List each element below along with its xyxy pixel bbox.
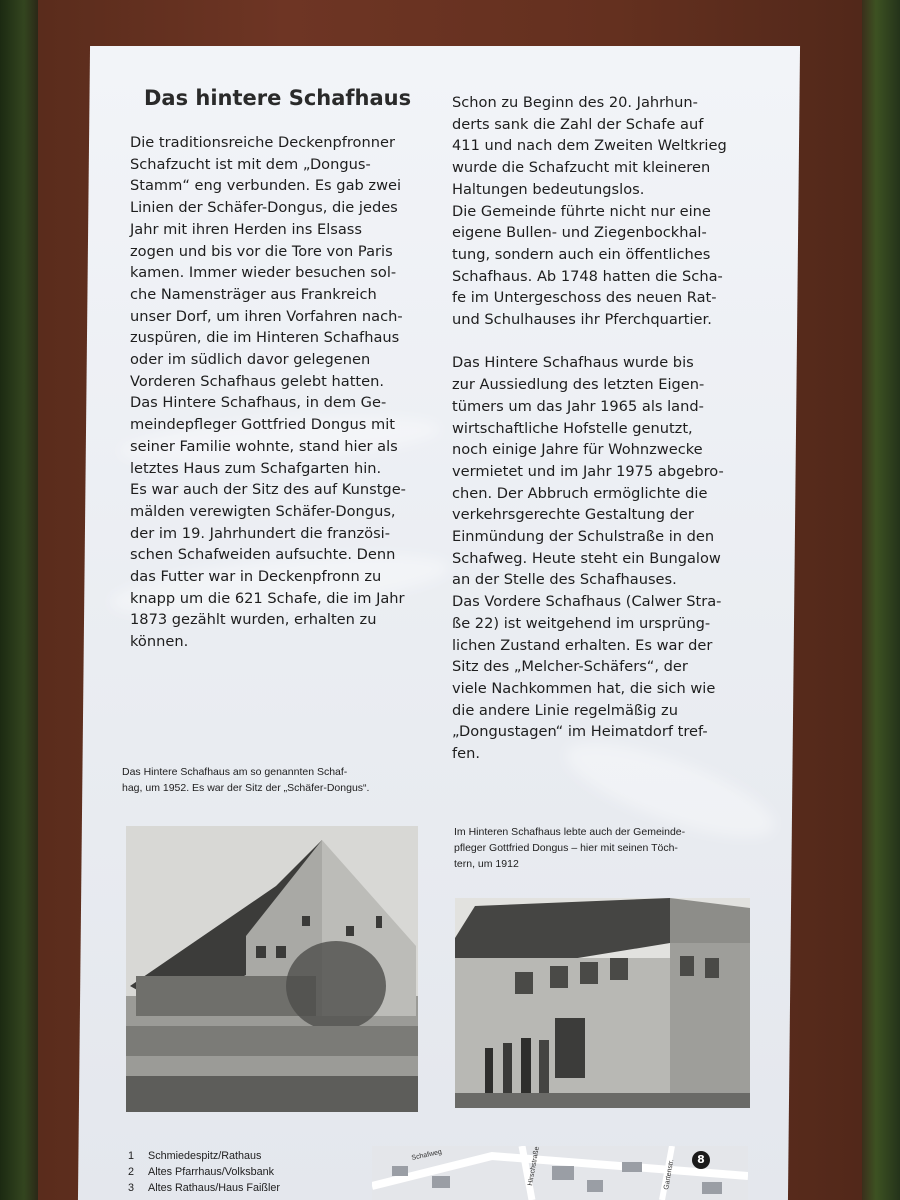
text-line: Vorderen Schafhaus gelebt hatten.	[130, 372, 385, 390]
text-line: seiner Familie wohnte, stand hier als	[130, 437, 398, 455]
text-line: an der Stelle des Schafhauses.	[452, 571, 677, 589]
map-street-label: Hirschstraße	[527, 1146, 541, 1187]
legend-label: Altes Rathaus/Haus Faißler	[148, 1182, 281, 1194]
text-line: Schafweg. Heute steht ein Bungalow	[452, 549, 721, 567]
text-line: chen. Der Abbruch ermöglichte die	[452, 484, 708, 502]
historic-photo-family-1912	[455, 898, 750, 1108]
legend-label: Altes Pfarrhaus/Volksbank	[148, 1166, 275, 1178]
text-line: mälden verewigten Schäfer-Dongus,	[130, 502, 396, 520]
foliage-left	[0, 0, 40, 1200]
foliage-right	[860, 0, 900, 1200]
left-text-column	[130, 132, 406, 653]
map-street-label: Schafweg	[410, 1148, 443, 1162]
text-line: Das Hintere Schafhaus, in dem Ge-	[130, 394, 387, 412]
text-line: Haltungen bedeutungslos.	[452, 180, 645, 198]
text-line: „Dongustagen“ im Heimatdorf tref-	[452, 723, 708, 741]
text-line: 411 und nach dem Zweiten Weltkrieg	[452, 137, 727, 155]
legend-label: Schmiedespitz/Rathaus	[148, 1150, 262, 1162]
text-line: noch einige Jahre für Wohnzwecke	[452, 441, 703, 459]
text-line: Schon zu Beginn des 20. Jahrhun-	[452, 94, 698, 111]
right-text-block-a	[452, 92, 727, 331]
text-line: wurde die Schafzucht mit kleineren	[452, 159, 711, 177]
map-station-badge: 8	[692, 1151, 710, 1169]
text-line: knapp um die 621 Schafe, die im Jahr	[130, 589, 405, 607]
legend-item	[128, 1148, 280, 1164]
text-line: ße 22) ist weitgehend im ursprüng-	[452, 614, 711, 632]
text-line: wirtschaftliche Hofstelle genutzt,	[452, 419, 693, 437]
sign-title: Das hintere Schafhaus	[144, 86, 412, 110]
text-line: tung, sondern auch ein öffentliches	[452, 245, 711, 263]
text-line: Das Vordere Schafhaus (Calwer Stra-	[452, 593, 722, 611]
text-line: derts sank die Zahl der Schafe auf	[452, 115, 704, 133]
text-line: eigene Bullen- und Ziegenbockhal-	[452, 224, 707, 242]
text-line: Jahr mit ihren Herden ins Elsass	[130, 220, 363, 238]
historic-photo-schafhaus-1952	[126, 826, 418, 1112]
map-street-label: Gartenstr.	[663, 1158, 676, 1191]
paragraph-gap	[452, 331, 727, 353]
text-line: vermietet und im Jahr 1975 abgebro-	[452, 462, 724, 480]
legend-number: 1	[128, 1150, 135, 1162]
text-line: Einmündung der Schulstraße in den	[452, 528, 715, 546]
text-line: meindepfleger Gottfried Dongus mit	[130, 416, 395, 434]
text-line: können.	[130, 633, 189, 651]
text-line: Stamm“ eng verbunden. Es gab zwei	[130, 177, 402, 195]
photo-caption-right: Im Hinteren Schafhaus lebte auch der Gemeinde- pfleger Gottfried Dongus – hier mit seinen Töch- tern, um 1912	[454, 826, 686, 870]
text-line: fe im Untergeschoss des neuen Rat-	[452, 289, 717, 307]
text-line: Sitz des „Melcher-Schäfers“, der	[452, 658, 688, 676]
text-line: Linien der Schäfer-Dongus, die jedes	[130, 199, 398, 217]
village-map	[372, 1146, 748, 1200]
text-line: Die Gemeinde führte nicht nur eine	[452, 202, 711, 220]
legend-number: 3	[128, 1182, 135, 1194]
text-line: zogen und bis vor die Tore von Paris	[130, 242, 393, 260]
text-line: kamen. Immer wieder besuchen sol-	[130, 264, 397, 282]
text-line: 1873 gezählt wurden, erhalten zu	[130, 611, 377, 629]
text-line: schen Schafweiden aufsuchte. Denn	[130, 546, 396, 564]
text-line: zuspüren, die im Hinteren Schafhaus	[130, 329, 400, 347]
right-text-column	[452, 92, 727, 765]
text-line: und Schulhauses ihr Pferchquartier.	[452, 311, 712, 329]
legend-number: 2	[128, 1166, 135, 1178]
text-line: Schafhaus. Ab 1748 hatten die Scha-	[452, 267, 723, 285]
text-line: der im 19. Jahrhundert die französi-	[130, 524, 391, 542]
text-line: lichen Zustand erhalten. Es war der	[452, 636, 713, 654]
text-line: tümers um das Jahr 1965 als land-	[452, 397, 704, 415]
stations-legend	[128, 1148, 280, 1196]
text-line: das Futter war in Deckenpfronn zu	[130, 568, 382, 586]
text-line: che Namensträger aus Frankreich	[130, 285, 377, 303]
text-line: verkehrsgerechte Gestaltung der	[452, 506, 694, 524]
legend-item	[128, 1180, 280, 1196]
text-line: unser Dorf, um ihren Vorfahren nach-	[130, 307, 403, 325]
text-line: oder im südlich davor gelegenen	[130, 351, 371, 369]
legend-item	[128, 1164, 280, 1180]
text-line: viele Nachkommen hat, die sich wie	[452, 679, 716, 697]
text-line: letztes Haus zum Schafgarten hin.	[130, 459, 382, 477]
text-line: die andere Linie regelmäßig zu	[452, 701, 678, 719]
text-line: Schafzucht ist mit dem „Dongus-	[130, 155, 371, 173]
text-line: Das Hintere Schafhaus wurde bis	[452, 354, 694, 372]
text-line: fen.	[452, 745, 481, 763]
right-text-block-b	[452, 352, 727, 764]
text-line: Die traditionsreiche Deckenpfronner	[130, 134, 395, 151]
text-line: zur Aussiedlung des letzten Eigen-	[452, 376, 705, 394]
photo-caption-left: Das Hintere Schafhaus am so genannten Schaf- hag, um 1952. Es war der Sitz der „Schäfer-Dongus“.	[122, 766, 370, 794]
text-line: Es war auch der Sitz des auf Kunstge-	[130, 481, 406, 499]
